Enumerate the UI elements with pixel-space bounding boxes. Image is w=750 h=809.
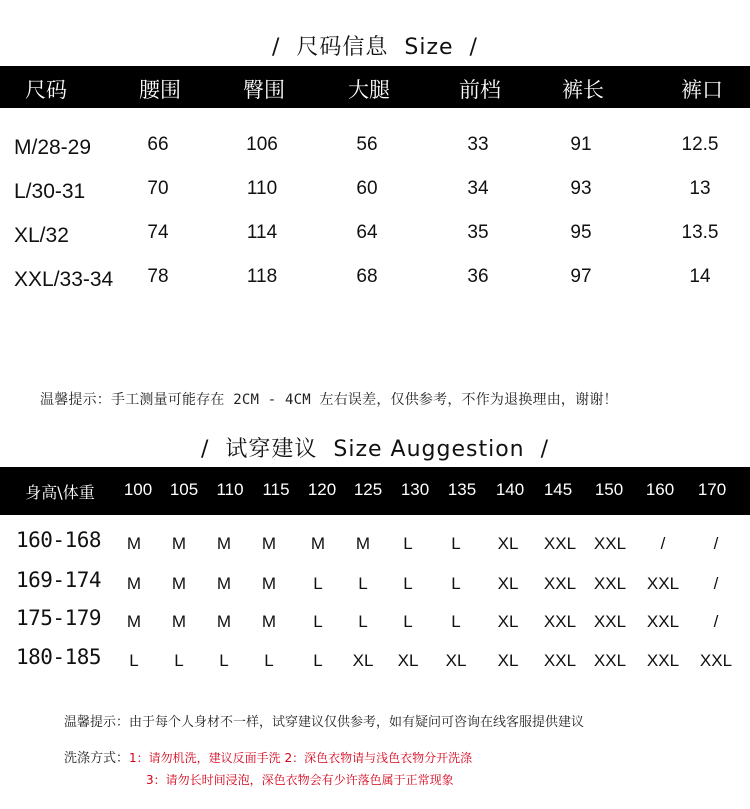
- size-row-label: M/28-29: [14, 136, 92, 159]
- weight-header-cell: 100: [123, 480, 153, 499]
- size-cell: 95: [570, 222, 592, 243]
- size-header-cell: 前档: [459, 78, 501, 102]
- suggested-size-cell: M: [216, 612, 232, 631]
- suggested-size-cell: XXL: [646, 612, 680, 631]
- size-cell: 114: [246, 222, 278, 243]
- suggested-size-cell: /: [713, 612, 719, 631]
- size-cell: 33: [467, 134, 489, 155]
- tip-label: 温馨提示：: [64, 715, 130, 730]
- weight-header-cell: 145: [543, 480, 573, 499]
- size-row-label: XL/32: [14, 224, 69, 247]
- size-cell: 106: [246, 134, 278, 155]
- suggested-size-cell: XXL: [593, 612, 627, 631]
- suggested-size-cell: M: [355, 534, 371, 553]
- size-cell: 97: [570, 266, 592, 287]
- size-cell: 68: [356, 266, 378, 287]
- size-cell: 70: [147, 178, 169, 199]
- size-cell: 35: [467, 222, 489, 243]
- suggested-size-cell: XXL: [543, 574, 577, 593]
- suggested-size-cell: XL: [352, 651, 374, 670]
- suggested-size-cell: XXL: [543, 534, 577, 553]
- weight-header-cell: 120: [307, 480, 337, 499]
- size-cell: 56: [356, 134, 378, 155]
- size-cell: 34: [467, 178, 489, 199]
- suggested-size-cell: XXL: [543, 651, 577, 670]
- suggested-size-cell: XL: [497, 534, 519, 553]
- suggested-size-cell: M: [171, 574, 187, 593]
- suggested-size-cell: L: [403, 612, 413, 631]
- height-row-label: 169-174: [16, 568, 102, 592]
- suggested-size-cell: M: [126, 534, 142, 553]
- suggested-size-cell: L: [174, 651, 184, 670]
- suggested-size-cell: XL: [397, 651, 419, 670]
- suggested-size-cell: XXL: [699, 651, 733, 670]
- size-cell: 13.5: [681, 222, 719, 243]
- suggested-size-cell: L: [358, 612, 368, 631]
- suggested-size-cell: XXL: [593, 534, 627, 553]
- suggested-size-cell: XXL: [593, 651, 627, 670]
- suggested-size-cell: M: [171, 534, 187, 553]
- suggested-size-cell: XXL: [646, 651, 680, 670]
- suggested-size-cell: M: [126, 612, 142, 631]
- size-info-title: / 尺码信息 Size /: [272, 35, 478, 60]
- suggested-size-cell: XL: [497, 612, 519, 631]
- wash-line-1: [64, 747, 472, 766]
- suggested-size-cell: /: [713, 574, 719, 593]
- suggestion-header-label: 身高\体重: [25, 483, 95, 502]
- tip-text: 由于每个人身材不一样，试穿建议仅供参考，如有疑问可咨询在线客服提供建议: [129, 715, 585, 730]
- size-cell: 60: [356, 178, 378, 199]
- size-cell: 74: [147, 222, 169, 243]
- size-cell: 12.5: [681, 134, 719, 155]
- suggested-size-cell: /: [713, 534, 719, 553]
- tip-line: [64, 711, 584, 730]
- size-cell: 91: [570, 134, 592, 155]
- size-header-cell: 尺码: [25, 78, 67, 102]
- weight-header-cell: 150: [594, 480, 624, 499]
- size-cell: 14: [689, 266, 711, 287]
- suggestion-table-header: [0, 467, 750, 515]
- height-row-label: 175-179: [16, 606, 102, 630]
- suggested-size-cell: L: [451, 534, 461, 553]
- suggested-size-cell: L: [451, 574, 461, 593]
- suggested-size-cell: M: [126, 574, 142, 593]
- height-row-label: 180-185: [16, 645, 102, 669]
- suggested-size-cell: L: [451, 612, 461, 631]
- size-cell: 78: [147, 266, 169, 287]
- suggested-size-cell: L: [313, 612, 323, 631]
- suggested-size-cell: M: [261, 574, 277, 593]
- weight-header-cell: 125: [353, 480, 383, 499]
- suggested-size-cell: L: [403, 534, 413, 553]
- suggestion-title: / 试穿建议 Size Auggestion /: [201, 437, 549, 462]
- suggested-size-cell: L: [403, 574, 413, 593]
- size-note: 温馨提示：手工测量可能存在 2CM - 4CM 左右误差，仅供参考，不作为退换理由，谢谢！: [40, 392, 618, 408]
- size-cell: 64: [356, 222, 378, 243]
- suggested-size-cell: XL: [497, 574, 519, 593]
- suggested-size-cell: M: [261, 612, 277, 631]
- weight-header-cell: 135: [447, 480, 477, 499]
- suggested-size-cell: XXL: [543, 612, 577, 631]
- suggested-size-cell: XXL: [646, 574, 680, 593]
- suggested-size-cell: M: [216, 574, 232, 593]
- weight-header-cell: 115: [262, 480, 290, 499]
- weight-header-cell: 110: [216, 480, 244, 499]
- size-cell: 13: [689, 178, 711, 199]
- suggested-size-cell: XXL: [593, 574, 627, 593]
- size-row-label: XXL/33-34: [14, 268, 114, 291]
- suggested-size-cell: L: [219, 651, 229, 670]
- height-row-label: 160-168: [16, 528, 102, 552]
- size-header-cell: 大腿: [348, 78, 390, 102]
- size-header-cell: 裤口: [681, 78, 723, 102]
- size-table-header: [0, 66, 750, 108]
- wash-instruction-1: 1：请勿机洗，建议反面手洗 2：深色衣物请与浅色衣物分开洗涤: [129, 751, 473, 765]
- weight-header-cell: 170: [697, 480, 727, 499]
- suggested-size-cell: /: [660, 534, 666, 553]
- suggested-size-cell: M: [310, 534, 326, 553]
- suggested-size-cell: L: [129, 651, 139, 670]
- weight-header-cell: 105: [169, 480, 199, 499]
- size-row-label: L/30-31: [14, 180, 86, 203]
- suggested-size-cell: M: [216, 534, 232, 553]
- suggested-size-cell: XL: [445, 651, 467, 670]
- weight-header-cell: 140: [495, 480, 525, 499]
- suggested-size-cell: L: [313, 651, 323, 670]
- size-header-cell: 裤长: [562, 78, 604, 102]
- suggested-size-cell: L: [313, 574, 323, 593]
- weight-header-cell: 160: [645, 480, 675, 499]
- suggested-size-cell: L: [264, 651, 274, 670]
- size-cell: 118: [246, 266, 278, 287]
- wash-label: 洗涤方式：: [64, 751, 130, 766]
- size-cell: 110: [246, 178, 278, 199]
- suggested-size-cell: M: [171, 612, 187, 631]
- weight-header-cell: 130: [400, 480, 430, 499]
- size-cell: 93: [570, 178, 592, 199]
- size-header-cell: 臀围: [243, 78, 285, 102]
- size-cell: 66: [147, 134, 169, 155]
- size-header-cell: 腰围: [139, 78, 181, 102]
- suggested-size-cell: XL: [497, 651, 519, 670]
- size-cell: 36: [467, 266, 489, 287]
- wash-instruction-2: 3：请勿长时间浸泡，深色衣物会有少许落色属于正常现象: [146, 773, 454, 787]
- suggested-size-cell: L: [358, 574, 368, 593]
- suggested-size-cell: M: [261, 534, 277, 553]
